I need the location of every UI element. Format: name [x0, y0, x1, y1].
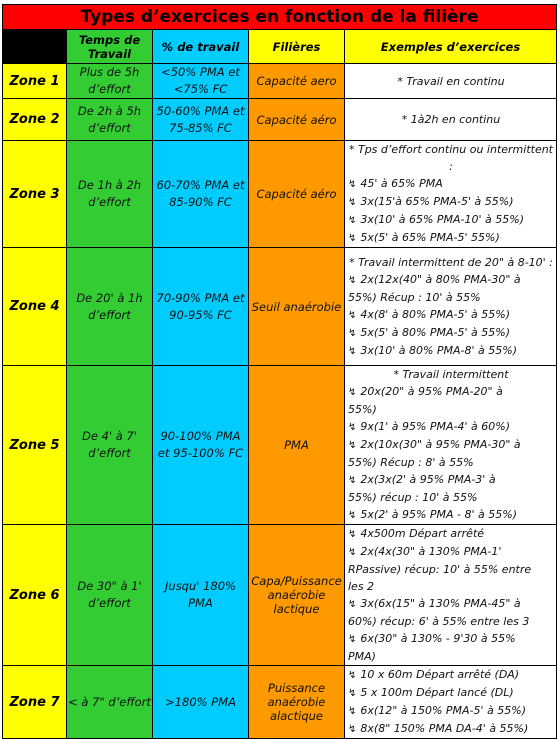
example-text: 55%) récup : 10' à 55%	[348, 491, 478, 504]
effort-time: < à 7" d’effort	[67, 666, 153, 739]
example-text: 60%) récup: 6' à 55% entre les 3	[348, 615, 530, 628]
example-line	[348, 436, 554, 454]
example-text: 55%) Récup : 8' à 55%	[348, 456, 474, 469]
table-body	[3, 64, 557, 739]
example-text: 55%)	[348, 403, 377, 416]
example-text: 2x(10x(30" à 95% PMA-30" à	[360, 438, 521, 451]
filiere-label: Capacité aero	[249, 64, 345, 99]
arrow-bullet-icon: ↯	[348, 345, 357, 357]
example-text: 20x(20" à 95% PMA-20" à	[360, 385, 503, 398]
example-line	[348, 648, 554, 665]
example-line	[348, 506, 554, 524]
example-line	[348, 595, 554, 613]
examples-heading: * Tps d’effort continu ou intermittent :	[348, 143, 553, 173]
filiere-label: Puissance anaérobie alactique	[249, 666, 345, 739]
table-row	[3, 141, 557, 248]
effort-time: De 30" à 1' d’effort	[67, 525, 153, 666]
example-text: 8x(8" 150% PMA DA-4' à 55%)	[360, 722, 529, 735]
example-text: 6x(12" à 150% PMA-5' à 55%)	[360, 704, 527, 717]
example-text: 9x(1' à 95% PMA-4' à 60%)	[360, 420, 511, 433]
pma-range: Jusqu' 180% PMA	[153, 525, 249, 666]
arrow-bullet-icon: ↯	[348, 233, 357, 244]
effort-time: De 2h à 5h d’effort	[67, 99, 153, 141]
filiere-label: PMA	[249, 366, 345, 525]
table-row	[3, 248, 557, 366]
exercise-table	[2, 4, 557, 739]
example-line	[348, 561, 554, 578]
arrow-bullet-icon: ↯	[348, 440, 357, 451]
filiere-label: Capacité aéro	[249, 99, 345, 141]
example-text: RPassive) récup: 10' à 55% entre	[348, 563, 532, 576]
examples-heading: * Travail intermittent de 20" à 8-10' :	[349, 255, 553, 269]
example-line	[348, 578, 554, 595]
table-title: Types d’exercices en fonction de la filière	[3, 5, 557, 30]
pma-range: >180% PMA	[153, 666, 249, 739]
example-line	[348, 271, 554, 289]
example-line	[348, 684, 554, 702]
example-line	[348, 289, 554, 306]
examples-cell	[345, 525, 557, 666]
zone-label: Zone 6	[3, 525, 67, 666]
example-line	[348, 630, 554, 648]
example-line	[348, 543, 554, 561]
pma-range: 70-90% PMA et 90-95% FC	[153, 248, 249, 366]
arrow-bullet-icon: ↯	[348, 670, 357, 681]
example-text: 5x(5' à 65% PMA-5' 55%)	[360, 231, 500, 244]
examples-cell	[345, 666, 557, 739]
example-line	[348, 401, 554, 418]
example-line	[348, 383, 554, 401]
examples-heading: * Travail intermittent	[393, 368, 509, 381]
arrow-bullet-icon: ↯	[348, 706, 357, 717]
zone-label: Zone 7	[3, 666, 67, 739]
zone-label: Zone 1	[3, 64, 67, 99]
example-text: les 2	[348, 580, 375, 593]
example-text: 3x(6x(15" à 130% PMA-45" à	[360, 597, 521, 610]
arrow-bullet-icon: ↯	[348, 510, 357, 521]
example-line	[348, 720, 554, 738]
arrow-bullet-icon: ↯	[348, 724, 357, 735]
filiere-label: Seuil anaérobie	[249, 248, 345, 366]
example-text: 45' à 65% PMA	[360, 177, 443, 190]
zone-label: Zone 4	[3, 248, 67, 366]
effort-time: De 4' à 7' d’effort	[67, 366, 153, 525]
header-filiere: Filières	[249, 30, 345, 64]
header-zone-blank	[3, 30, 67, 64]
examples-cell	[345, 64, 557, 99]
filiere-label: Capacité aéro	[249, 141, 345, 248]
example-text: 5x(2' à 95% PMA - 8' à 55%)	[360, 508, 518, 521]
example-text: 3x(10' à 80% PMA-8' à 55%)	[360, 343, 518, 357]
zone-label: Zone 2	[3, 99, 67, 141]
arrow-bullet-icon: ↯	[348, 179, 357, 190]
example-line	[348, 702, 554, 720]
example-line	[348, 193, 554, 211]
effort-time: De 1h à 2h d’effort	[67, 141, 153, 248]
example-line	[348, 471, 554, 489]
header-time: Temps de Travail	[67, 30, 153, 64]
arrow-bullet-icon: ↯	[348, 197, 357, 208]
pma-range: 60-70% PMA et 85-90% FC	[153, 141, 249, 248]
example-line	[348, 306, 554, 324]
arrow-bullet-icon: ↯	[348, 274, 357, 286]
arrow-bullet-icon: ↯	[348, 327, 357, 339]
table-row	[3, 64, 557, 99]
example-line	[348, 525, 554, 543]
header-examples: Exemples d’exercices	[345, 30, 557, 64]
example-text: 2x(12x(40" à 80% PMA-30" à	[360, 272, 521, 286]
example-line	[348, 324, 554, 342]
arrow-bullet-icon: ↯	[348, 599, 357, 610]
example-line	[348, 342, 554, 360]
example-line	[348, 454, 554, 471]
arrow-bullet-icon: ↯	[348, 688, 357, 699]
examples-heading: * Travail en continu	[397, 74, 505, 88]
example-text: 3x(15'à 65% PMA-5' à 55%)	[360, 195, 514, 208]
example-text: 4x(8' à 80% PMA-5' à 55%)	[360, 307, 511, 321]
examples-cell	[345, 99, 557, 141]
table-row	[3, 99, 557, 141]
arrow-bullet-icon: ↯	[348, 215, 357, 226]
arrow-bullet-icon: ↯	[348, 547, 357, 558]
arrow-bullet-icon: ↯	[348, 387, 357, 398]
arrow-bullet-icon: ↯	[348, 309, 357, 321]
table-row	[3, 525, 557, 666]
header-pma: % de travail	[153, 30, 249, 64]
examples-cell	[345, 141, 557, 248]
examples-cell	[345, 248, 557, 366]
arrow-bullet-icon: ↯	[348, 422, 357, 433]
examples-heading: * 1à2h en continu	[401, 113, 501, 126]
example-text: 4x500m Départ arrêté	[360, 527, 485, 540]
example-text: 5 x 100m Départ lancé (DL)	[360, 686, 514, 699]
arrow-bullet-icon: ↯	[348, 529, 357, 540]
example-line	[348, 489, 554, 506]
example-line	[348, 666, 554, 684]
example-line	[348, 229, 554, 247]
examples-cell	[345, 366, 557, 525]
zone-label: Zone 5	[3, 366, 67, 525]
table-row	[3, 366, 557, 525]
example-text: 3x(10' à 65% PMA-10' à 55%)	[360, 213, 525, 226]
example-text: 2x(4x(30" à 130% PMA-1'	[360, 545, 502, 558]
example-text: 2x(3x(2' à 95% PMA-3' à	[360, 473, 496, 486]
zone-label: Zone 3	[3, 141, 67, 248]
example-text: 5x(5' à 80% PMA-5' à 55%)	[360, 325, 511, 339]
example-text: 6x(30" à 130% - 9'30 à 55%	[360, 632, 516, 645]
example-line	[348, 175, 554, 193]
arrow-bullet-icon: ↯	[348, 475, 357, 486]
table-row	[3, 666, 557, 739]
arrow-bullet-icon: ↯	[348, 634, 357, 645]
example-line	[348, 613, 554, 630]
example-text: 55%) Récup : 10' à 55%	[348, 290, 481, 304]
effort-time: De 20' à 1h d’effort	[67, 248, 153, 366]
pma-range: 90-100% PMA et 95-100% FC	[153, 366, 249, 525]
example-line	[348, 418, 554, 436]
pma-range: <50% PMA et <75% FC	[153, 64, 249, 99]
effort-time: Plus de 5h d’effort	[67, 64, 153, 99]
example-text: PMA)	[348, 650, 376, 663]
pma-range: 50-60% PMA et 75-85% FC	[153, 99, 249, 141]
example-text: 10 x 60m Départ arrêté (DA)	[360, 668, 520, 681]
filiere-label: Capa/Puissance anaérobie lactique	[249, 525, 345, 666]
example-line	[348, 211, 554, 229]
